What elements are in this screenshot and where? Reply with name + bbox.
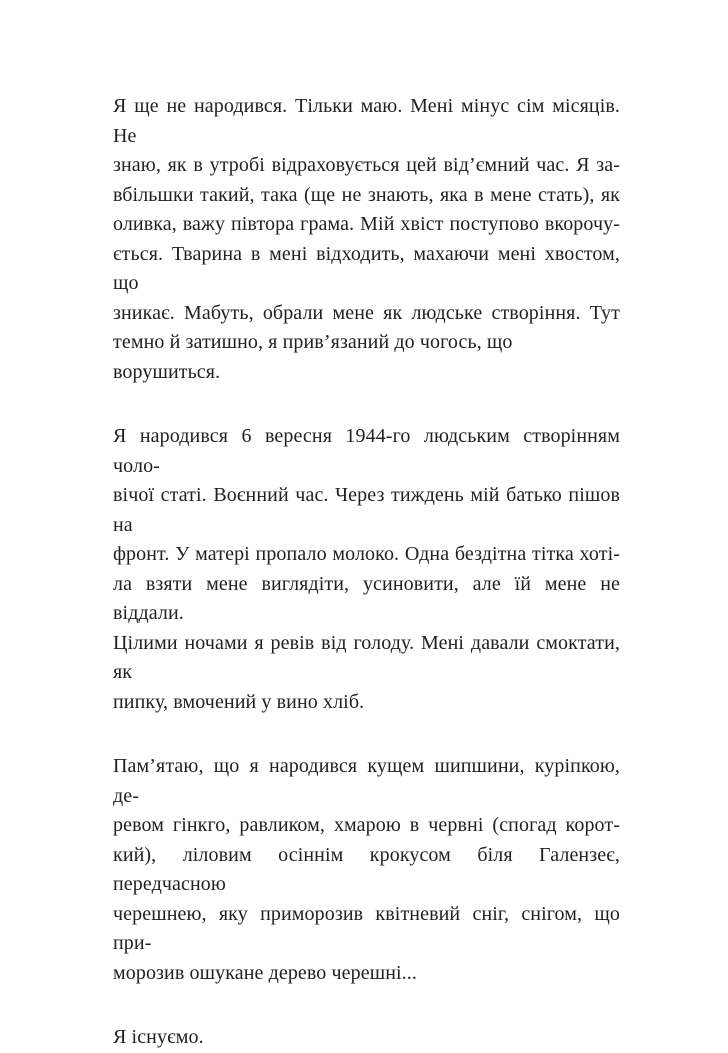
text-line: Цілими ночами я ревів від голоду. Мені давали смоктати, як <box>113 631 620 683</box>
paragraph <box>113 1023 620 1053</box>
paragraph <box>113 92 620 387</box>
text-line: Я існуємо. <box>113 1026 204 1048</box>
text-line: вічої статі. Воєнний час. Через тиждень мій батько пішов на <box>113 484 620 536</box>
text-line: Я народився 6 вересня 1944-го людським створінням чоло- <box>113 425 620 477</box>
text-line: ла взяти мене виглядіти, усиновити, але їй мене не віддали. <box>113 572 620 624</box>
text-line: ревом гінкго, равликом, хмарою в червні (спогад корот- <box>113 814 620 836</box>
text-line: фронт. У матері пропало молоко. Одна бездітна тітка хоті- <box>113 543 620 565</box>
text-line: темно й затишно, я прив’язаний до чогось, що ворушиться. <box>113 331 513 383</box>
text-line: морозив ошукане дерево черешні... <box>113 961 417 984</box>
text-block <box>113 92 620 1053</box>
text-line: Я ще не народився. Тільки маю. Мені мінус сім місяців. Не <box>113 95 620 147</box>
text-line: Пам’ятаю, що я народився кущем шипшини, куріпкою, де- <box>113 755 620 807</box>
paragraph <box>113 752 620 988</box>
text-line: кий), ліловим осіннім крокусом біля Галензеє, передчасною <box>113 843 620 895</box>
text-line: оливка, важу півтора грама. Мій хвіст поступово вкорочу- <box>113 213 620 235</box>
text-line: знаю, як в утробі відраховується цей від’ємний час. Я за- <box>113 154 620 176</box>
text-line: ється. Тварина в мені відходить, махаючи мені хвостом, що <box>113 242 620 294</box>
paragraph <box>113 422 620 717</box>
text-line: вбільшки такий, така (ще не знають, яка в мене стать), як <box>113 183 620 206</box>
text-line: пипку, вмочений у вино хліб. <box>113 690 365 713</box>
text-line: зникає. Мабуть, обрали мене як людське створіння. Тут <box>113 301 620 324</box>
text-line: черешнею, яку приморозив квітневий сніг, снігом, що при- <box>113 902 620 954</box>
